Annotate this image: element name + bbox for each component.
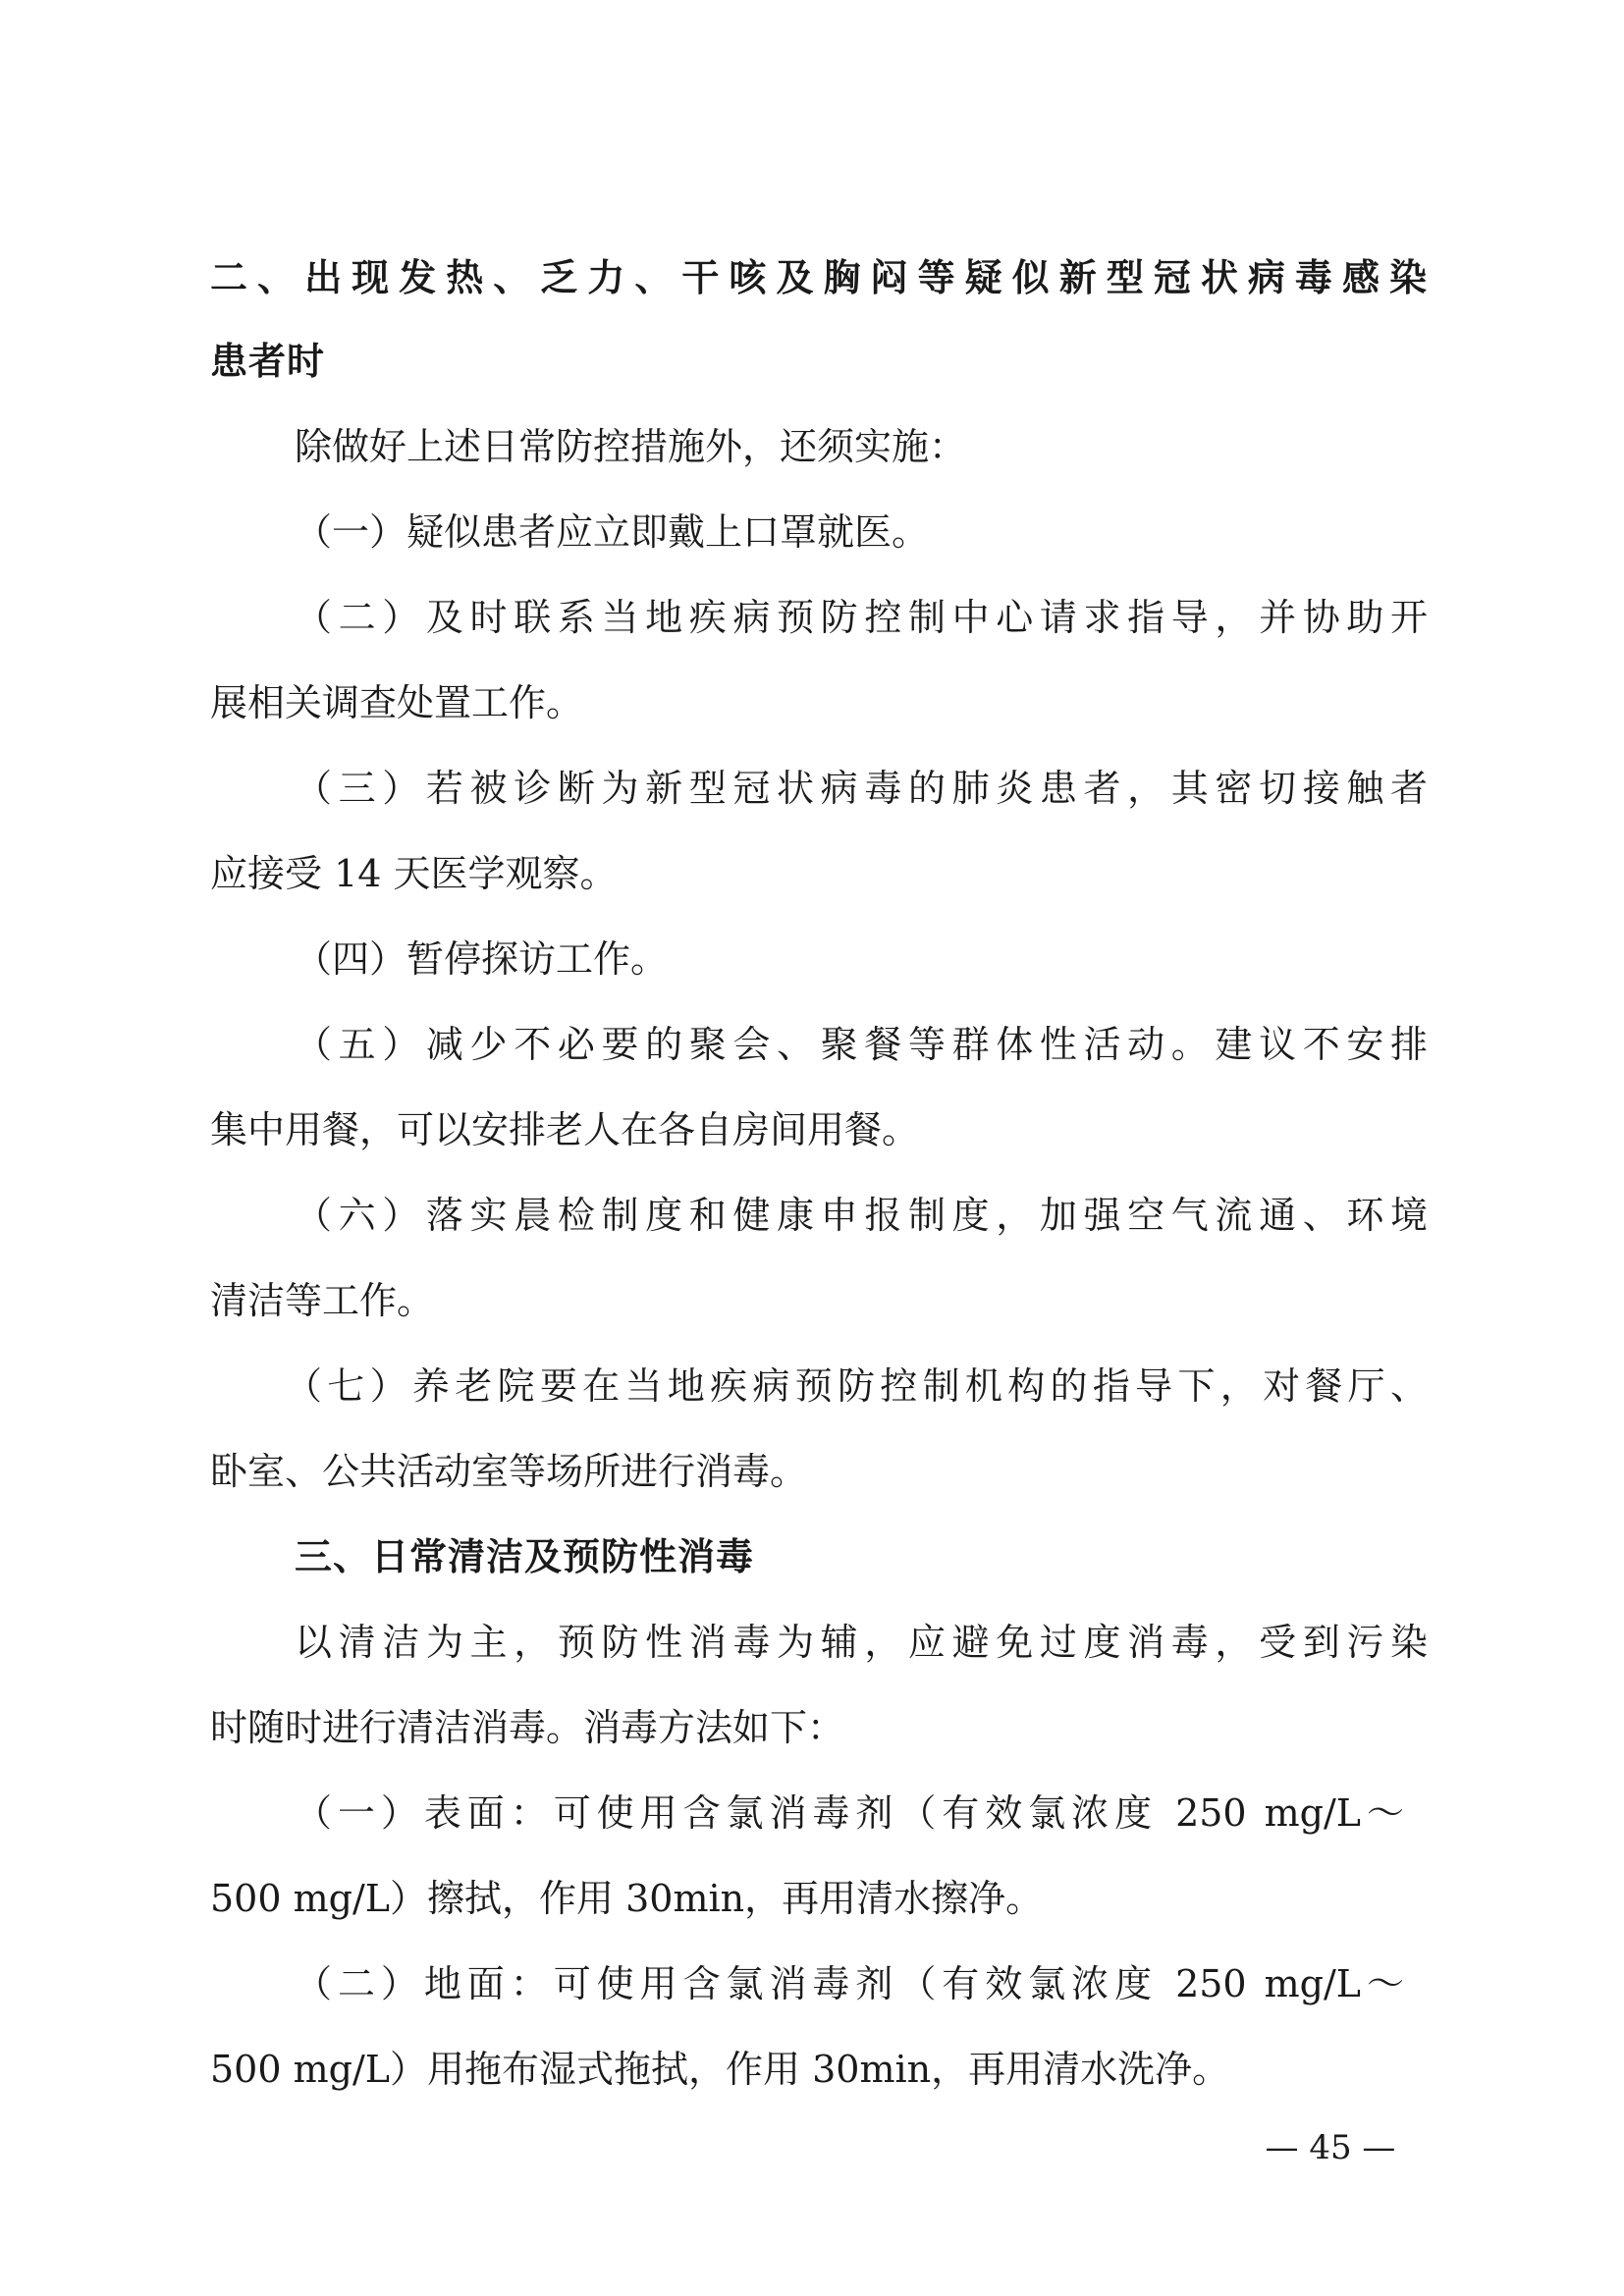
- item-4: （四）暂停探访工作。: [295, 937, 669, 981]
- item-6-line-1: （六）落实晨检制度和健康申报制度，加强空气流通、环境: [295, 1194, 1428, 1237]
- disinfect-item-1-line-2: 500 mg/L）擦拭，作用 30min，再用清水擦净。: [210, 1877, 1044, 1920]
- item-7-line-1: （七）养老院要在当地疾病预防控制机构的指导下，对餐厅、: [285, 1364, 1428, 1408]
- disinfect-item-2-line-1: （二）地面：可使用含氯消毒剂（有效氯浓度 250 mg/L～: [295, 1962, 1404, 2005]
- item-6-line-2: 清洁等工作。: [210, 1279, 435, 1322]
- item-1: （一）疑似患者应立即戴上口罩就医。: [295, 510, 930, 554]
- item-3-line-2: 应接受 14 天医学观察。: [210, 852, 618, 895]
- item-5-line-2: 集中用餐，可以安排老人在各自房间用餐。: [210, 1108, 920, 1151]
- section-heading-3: 三、日常清洁及预防性消毒: [295, 1535, 755, 1578]
- paragraph-cleaning-line-2: 时随时进行清洁消毒。消毒方法如下：: [210, 1706, 845, 1749]
- paragraph-cleaning-line-1: 以清洁为主，预防性消毒为辅，应避免过度消毒，受到污染: [295, 1621, 1428, 1664]
- item-5-line-1: （五）减少不必要的聚会、聚餐等群体性活动。建议不安排: [295, 1023, 1428, 1066]
- item-2-line-1: （二）及时联系当地疾病预防控制中心请求指导，并协助开: [295, 596, 1428, 639]
- item-3-line-1: （三）若被诊断为新型冠状病毒的肺炎患者，其密切接触者: [295, 767, 1428, 810]
- disinfect-item-1-line-1: （一）表面：可使用含氯消毒剂（有效氯浓度 250 mg/L～: [295, 1791, 1404, 1835]
- paragraph-intro: 除做好上述日常防控措施外，还须实施：: [295, 425, 967, 468]
- item-7-line-2: 卧室、公共活动室等场所进行消毒。: [210, 1450, 808, 1493]
- section-heading-2-line-2: 患者时: [210, 340, 326, 383]
- section-heading-2-line-1: 二、出现发热、乏力、干咳及胸闷等疑似新型冠状病毒感染: [210, 256, 1428, 299]
- disinfect-item-2-line-2: 500 mg/L）用拖布湿式拖拭，作用 30min，再用清水洗净。: [210, 2048, 1230, 2091]
- item-2-line-2: 展相关调查处置工作。: [210, 681, 584, 724]
- page-number: — 45 —: [1265, 2128, 1396, 2167]
